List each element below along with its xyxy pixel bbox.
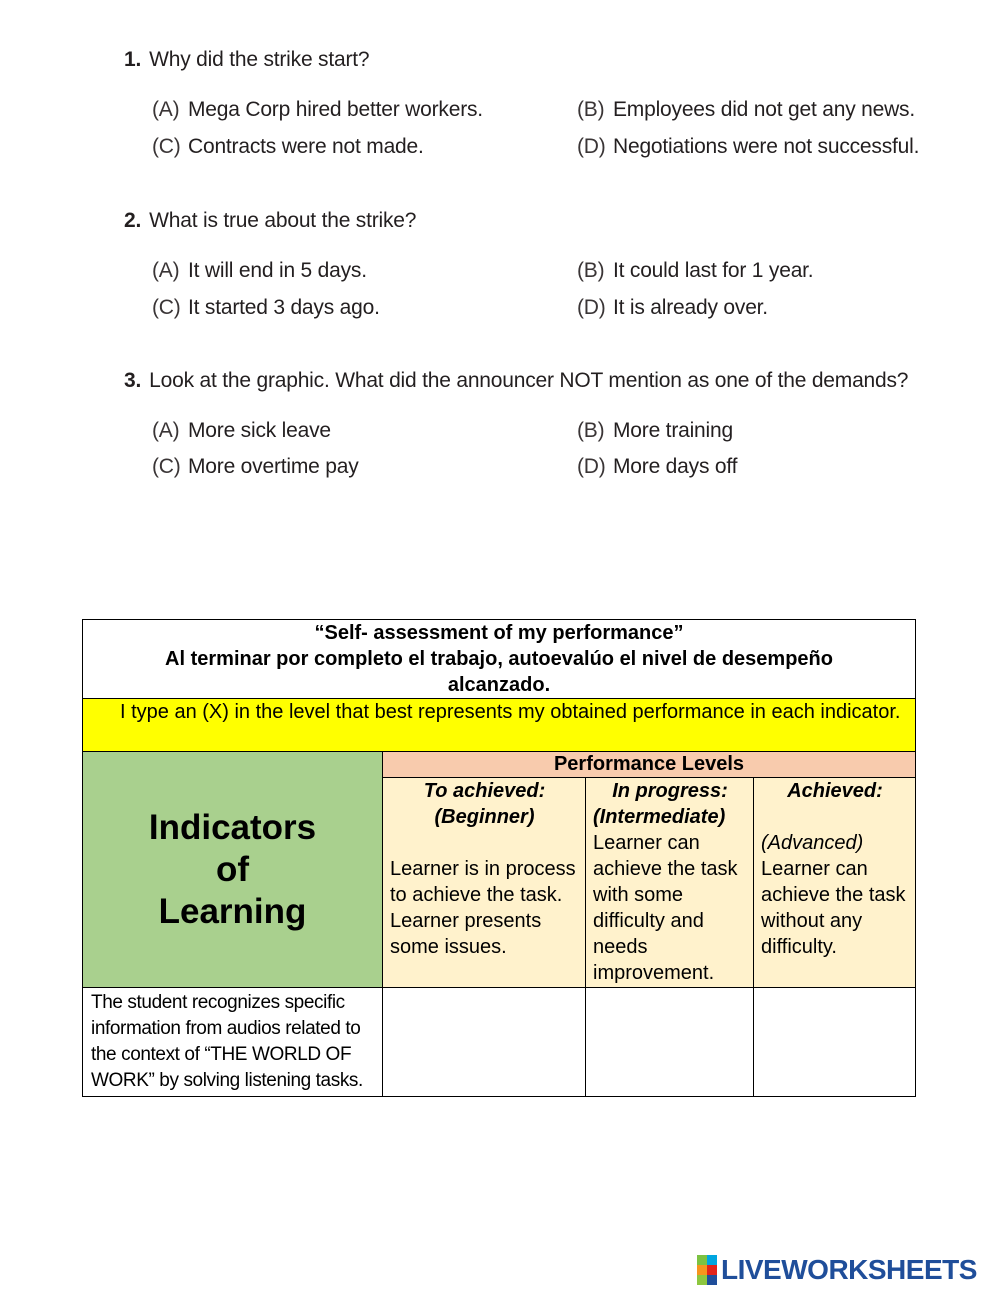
- option-text: Employees did not get any news.: [613, 98, 915, 121]
- question-number: 1.: [124, 48, 142, 71]
- option-2d[interactable]: [577, 296, 768, 320]
- level-subtitle: (Beginner): [434, 806, 535, 828]
- option-text: Mega Corp hired better workers.: [188, 98, 483, 121]
- assessment-subtitle: Al terminar por completo el trabajo, autoevalúo el nivel de desempeño alcanzado.: [165, 648, 833, 696]
- option-2a[interactable]: [152, 259, 367, 283]
- indicators-word-1: Indicators: [148, 807, 317, 847]
- option-1c[interactable]: [152, 135, 424, 159]
- assessment-title: “Self- assessment of my performance”: [314, 622, 684, 644]
- option-text: It will end in 5 days.: [188, 259, 367, 282]
- logo-block: [697, 1255, 707, 1265]
- logo-block: [707, 1265, 717, 1275]
- answer-cell-beginner[interactable]: [383, 988, 586, 1097]
- answer-cell-advanced[interactable]: [754, 988, 916, 1097]
- option-1b[interactable]: [577, 98, 915, 122]
- self-assessment-table: [82, 619, 916, 1097]
- question-2: [124, 209, 416, 233]
- answer-cell-intermediate[interactable]: [586, 988, 754, 1097]
- option-letter: (C): [152, 135, 181, 158]
- option-text: It is already over.: [613, 296, 768, 319]
- level-subtitle: (Advanced): [761, 832, 864, 854]
- option-text: More training: [613, 419, 733, 442]
- logo-block: [697, 1275, 707, 1285]
- level-beginner: [383, 778, 586, 988]
- instruction-text: I type an (X) in the level that best represents my obtained performance in each indicator.: [120, 701, 901, 723]
- question-number: 2.: [124, 209, 142, 232]
- level-description: Learner can achieve the task with some difficulty and needs improvement.: [593, 832, 738, 984]
- option-letter: (C): [152, 296, 181, 319]
- level-title: To achieved:: [423, 780, 546, 802]
- level-title: In progress:: [612, 780, 728, 802]
- option-letter: (B): [577, 419, 605, 442]
- option-text: More sick leave: [188, 419, 331, 442]
- indicators-word-2: of: [215, 849, 250, 889]
- option-letter: (D): [577, 296, 606, 319]
- question-1: [124, 48, 369, 72]
- question-3: [124, 369, 908, 393]
- logo-block: [697, 1265, 707, 1275]
- level-title: Achieved:: [787, 780, 883, 802]
- logo-block: [707, 1275, 717, 1285]
- indicator-statement: The student recognizes specific information from audios related to the context of “THE WORLD OF WORK” by solving listening tasks.: [83, 988, 383, 1097]
- option-letter: (A): [152, 419, 180, 442]
- question-text: Why did the strike start?: [149, 48, 370, 71]
- option-text: More days off: [613, 455, 738, 478]
- level-description: Learner is in process to achieve the task. Learner presents some issues.: [390, 858, 576, 958]
- option-letter: (A): [152, 259, 180, 282]
- level-subtitle: (Intermediate): [593, 806, 726, 828]
- option-letter: (D): [577, 135, 606, 158]
- option-2c[interactable]: [152, 296, 380, 320]
- option-letter: (C): [152, 455, 181, 478]
- indicators-header-cell: [83, 752, 383, 988]
- option-3a[interactable]: [152, 419, 331, 443]
- assessment-header: [83, 620, 916, 699]
- option-letter: (B): [577, 259, 605, 282]
- option-1d[interactable]: [577, 135, 919, 159]
- level-intermediate: [586, 778, 754, 988]
- liveworksheets-brand: [697, 1255, 977, 1285]
- level-advanced: [754, 778, 916, 988]
- level-description: Learner can achieve the task without any difficulty.: [761, 858, 906, 958]
- brand-name: LIVEWORKSHEETS: [721, 1254, 977, 1285]
- option-text: More overtime pay: [188, 455, 359, 478]
- question-text: Look at the graphic. What did the announcer NOT mention as one of the demands?: [149, 369, 909, 392]
- question-number: 3.: [124, 369, 142, 392]
- assessment-instruction: [83, 699, 916, 752]
- option-text: It could last for 1 year.: [613, 259, 814, 282]
- liveworksheets-logo-icon: [697, 1255, 717, 1285]
- option-letter: (B): [577, 98, 605, 121]
- question-text: What is true about the strike?: [149, 209, 417, 232]
- option-3c[interactable]: [152, 455, 359, 479]
- option-text: It started 3 days ago.: [188, 296, 380, 319]
- option-3b[interactable]: [577, 419, 733, 443]
- option-text: Contracts were not made.: [188, 135, 424, 158]
- option-text: Negotiations were not successful.: [613, 135, 920, 158]
- logo-block: [707, 1255, 717, 1265]
- option-letter: (D): [577, 455, 606, 478]
- option-2b[interactable]: [577, 259, 813, 283]
- indicators-word-3: Learning: [158, 891, 307, 931]
- option-letter: (A): [152, 98, 180, 121]
- option-1a[interactable]: [152, 98, 483, 122]
- performance-levels-header: Performance Levels: [383, 752, 916, 778]
- option-3d[interactable]: [577, 455, 737, 479]
